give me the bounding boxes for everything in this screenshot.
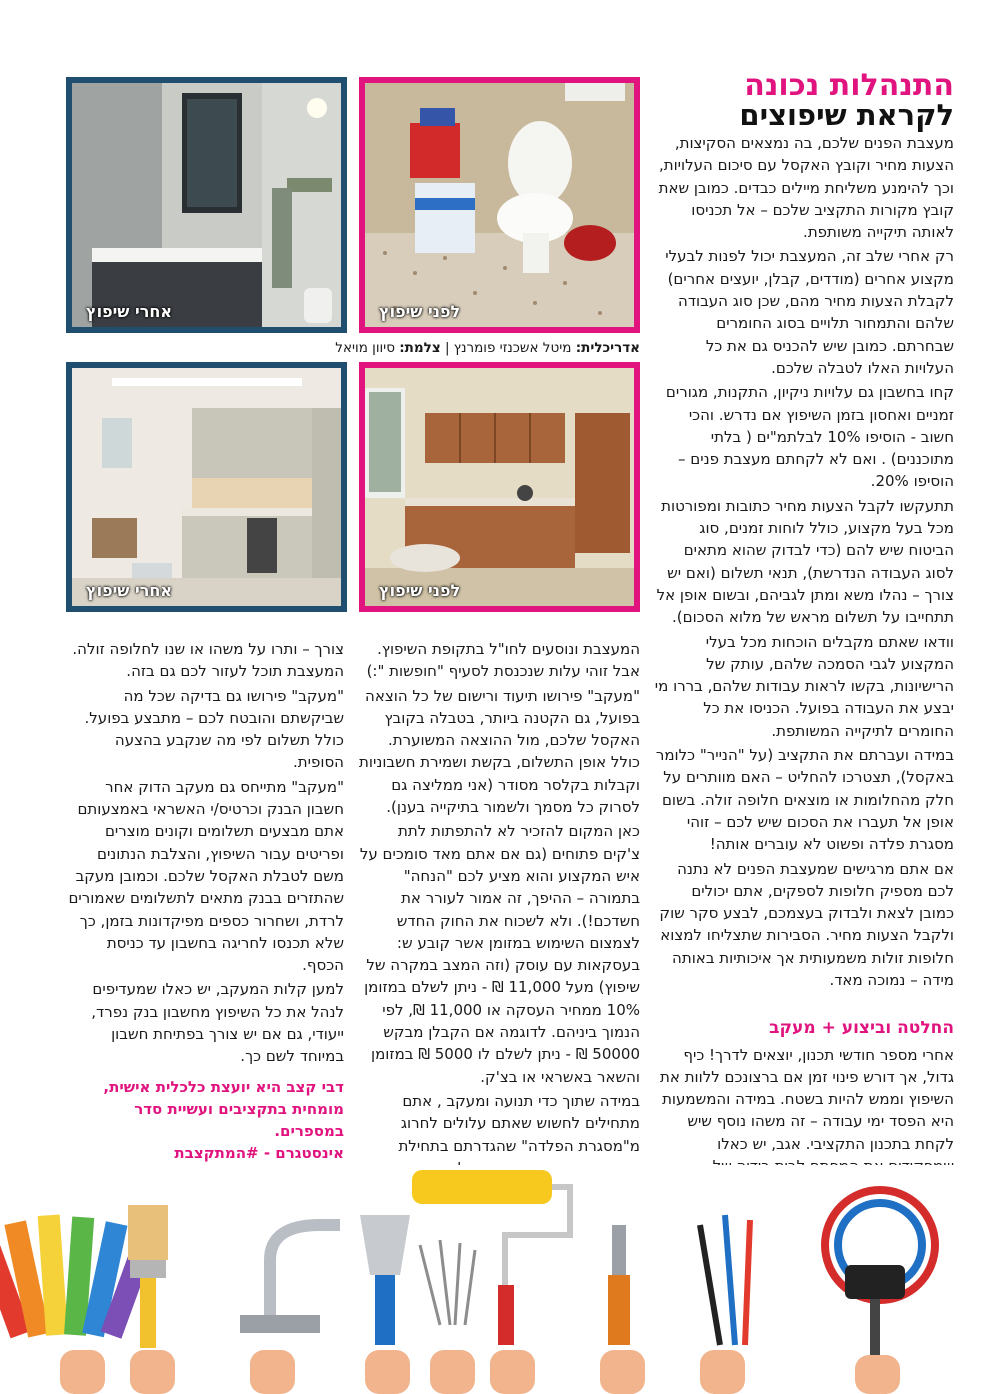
paragraph: "מעקב" פירושו גם בדיקה שכל מה שביקשתם והובטח לכם – מתבצע בפועל. כולל תשלום לפי מה שנקבע בהצעה הסופית. bbox=[84, 686, 344, 772]
signature-line: דבי קצב היא יועצת כלכלית אישית, bbox=[103, 1077, 344, 1096]
article-column-right bbox=[654, 132, 954, 1179]
credit-photographer: סיוון מויאל bbox=[335, 340, 395, 356]
photo-bathroom-before bbox=[359, 77, 640, 333]
kitchen-before-image bbox=[365, 368, 634, 606]
article-title-line2: לקראת שיפוצים bbox=[739, 98, 954, 132]
photo-kitchen-before bbox=[359, 362, 640, 612]
paragraph: רק אחרי שלב זה, המעצבת יכול לפנות לבעלי מקצוע אחרים (מודדים, קבלן, יועצים אחרים) לקבלת הצעות מחיר מהם, שכן סוג העבודה שלהם והתמחור תלויים בסוג החומרים שבחרתם. כמובן שיש להכניס גם את כל העלויות האלו לטבלה שלכם. bbox=[665, 247, 954, 377]
paragraph: במידה ועברתם את התקציב (על "הנייר" כלומר באקסל), תצטרכו להחליט – האם מוותרים על חלק מהחלומות או מוצאים חלופה זולה. בשום אופן אל תעברו את הסכום שיש לכם – זוהי מסגרת פלדה ופשוט לא עוברים אותה! bbox=[655, 746, 954, 854]
tools-banner-image bbox=[0, 1165, 1000, 1394]
credit-separator: | bbox=[444, 340, 450, 356]
paragraph: המעצבת ונוסעים לחו"ל בתקופת השיפוץ. אבל זוהי עלות שנכנסת לסעיף "חופשות ":) bbox=[366, 640, 640, 681]
signature-instagram: אינסטגרם - #המתקצבת bbox=[174, 1143, 344, 1162]
paragraph: וודאו שאתם מקבלים הוכחות מכל בעלי המקצוע לגבי הסמכה שלהם, עותק של הרישיונות, בקשו לראות עבודות שלהם, בררו מי יבצע את העבודה בפועל. הכניסו את כל החומרים לתיקייה המשותפת. bbox=[654, 632, 954, 740]
credit-architect: מיטל אשכנזי פומרנץ bbox=[453, 340, 572, 356]
photo-bathroom-after bbox=[66, 77, 347, 333]
paragraph: קחו בחשבון גם עלויות ניקיון, התקנות, מגורים זמניים ואחסון בזמן השיפוץ אם נדרש. והכי חשוב - הוסיפו 10% לבלתמ"ים ( בלתי מתוכננים) . ואם לא לקחתם מעצבת פנים – הוסיפו 20%. bbox=[665, 383, 954, 491]
signature-line: מומחית בתקציבים ועשיית סדר במספרים. bbox=[134, 1099, 344, 1140]
before-label-kitchen: לפני שיפוץ bbox=[379, 581, 461, 600]
article-column-middle bbox=[357, 638, 640, 1181]
bathroom-after-image bbox=[72, 83, 341, 327]
credit-architect-label: אדריכלית: bbox=[575, 340, 640, 356]
credit-photo-label: צלמת: bbox=[399, 340, 441, 356]
paragraph: "מעקב" פירושו תיעוד ורישום של כל הוצאה בפועל, גם הקטנה ביותר, בטבלה בקובץ האקסל שלכם, מול ההוצאה המשוערת. כולל אופן התשלום, בקשת ושמירת חשבוניות וקבלות בקלסר מסודר (אני ממליצה גם לסרוק כל מסמך ולשמור בתיקייה בענן). bbox=[359, 686, 640, 817]
article-title-line1: התנהלות נכונה bbox=[744, 68, 954, 103]
paragraph: אחרי מספר חודשי תכנון, יוצאים לדרך! כיף גדול, אך דורש פינוי זמן אם ברצונכם ללוות את השיפוץ וממש להיות בשטח. במידה והמשמעות היא הפסד ימי עבודה – זה משהו נוסף שיש לקחת בתכנון התקציבי. אגב, יש כאלו bbox=[660, 1045, 954, 1153]
before-label-bathroom: לפני שיפוץ bbox=[379, 302, 461, 321]
photo-kitchen-after bbox=[66, 362, 347, 612]
paragraph: במידה שתוך כדי תנועה ומעקב , אתם מתחילים לחשוש שאתם עלולים לחרוג מ"מסגרת הפלדה" שהגדרתם בתחילת bbox=[398, 1091, 640, 1155]
after-label-bathroom: אחרי שיפוץ bbox=[86, 302, 172, 321]
paragraph: למען קלות המעקב, יש כאלו שמעדיפים לנהל את כל השיפוץ מחשבון בנק נפרד, ייעודי, גם אם יש צורך בפתיחת חשבון במיוחד לשם כך. bbox=[91, 980, 344, 1066]
paragraph: אם אתם מרגישים שמעצבת הפנים לא נתנה לכם מספיק חלופות לספקים, אתם יכולים כמובן לצאת ולבדוק בעצמכם, לבצע סקר שוק ולקבל הצעות מחיר. הסבירות שתצליחו למצוא חלופות זולות משמעותית אך איכותיות באותה מידה – נמוכה מאד. bbox=[659, 859, 954, 989]
article-column-left bbox=[66, 638, 344, 1208]
section-heading: החלטה וביצוע + מעקב bbox=[769, 1018, 954, 1039]
kitchen-after-image bbox=[72, 368, 341, 606]
paragraph: כאן המקום להזכיר לא להתפתות לתת צ'קים פתוחים (גם אם אתם מאד סומכים על איש המקצוע והוא מציע לכם "הנחה" בתמורה – ההיפך, זה אמור לעורר את חשדכם!). ולא לשכוח את החוק החדש לצמצום השימוש במזומן אשר קובע ש: בעסקאות עם עוסק (וזה המצב במקרה של שיפוץ) מעל 11,000 ₪ - ניתן לשלם במזומן 10% ממחיר העסקה או 11,000 ₪, לפי הנמוך ביניהם. לדוגמה אם הקבלן מבקש 50000 ₪ - ניתן לשלם לו 5000 ₪ במזומן והשאר באשראי או בצ'ק. bbox=[359, 822, 640, 1086]
bathroom-before-image bbox=[365, 83, 634, 327]
photo-credit bbox=[66, 340, 640, 356]
paragraph: תתעקשו לקבל הצעות מחיר כתובות ומפורטות מכל בעל מקצוע, כולל לוחות זמנים, סוג הביטוח שיש להם (כדי לבדוק שהוא מתאים לסוג העבודה הנדרשת), תנאי תשלום (ואם יש צורך – נהלו משא ומתן לגביהם, ובשום אופן אל תתחייבו על תשלום מראש של מלוא הסכום). bbox=[656, 496, 954, 627]
paragraph: "מעקב" מתייחס גם מעקב הדוק אחר חשבון הבנק וכרטיס/י האשראי באמצעותם אתם מבצעים תשלומים וקונים מוצרים ופריטים עבור השיפוץ, והצלבת הנתונים משם לטבלת האקסל שלכם. וכמובן מעקב שהתזרים בבנק מתאים לתשלומים שאמורים לרדת, ושחרור כספים מפיקדונות בזמן, כך שלא תכנסו לחריגה בחשבון עד כניסת הכסף. bbox=[68, 777, 344, 975]
paragraph: צורך – ותרו על משהו או שנו לחלופה זולה. המעצבת תוכל לעזור לכם גם בזה. bbox=[72, 640, 344, 681]
after-label-kitchen: אחרי שיפוץ bbox=[86, 581, 172, 600]
paragraph: מעצבת הפנים שלכם, בה נמצאים הסקיצות, הצעות מחיר וקובץ האקסל עם סיכום העלויות, וכך להימנע משליחת מיילים כבדים. כמובן שאת קובץ מקורות התקציב שלכם – אל תכניסו לאותה תיקייה משותפת. bbox=[658, 134, 954, 242]
